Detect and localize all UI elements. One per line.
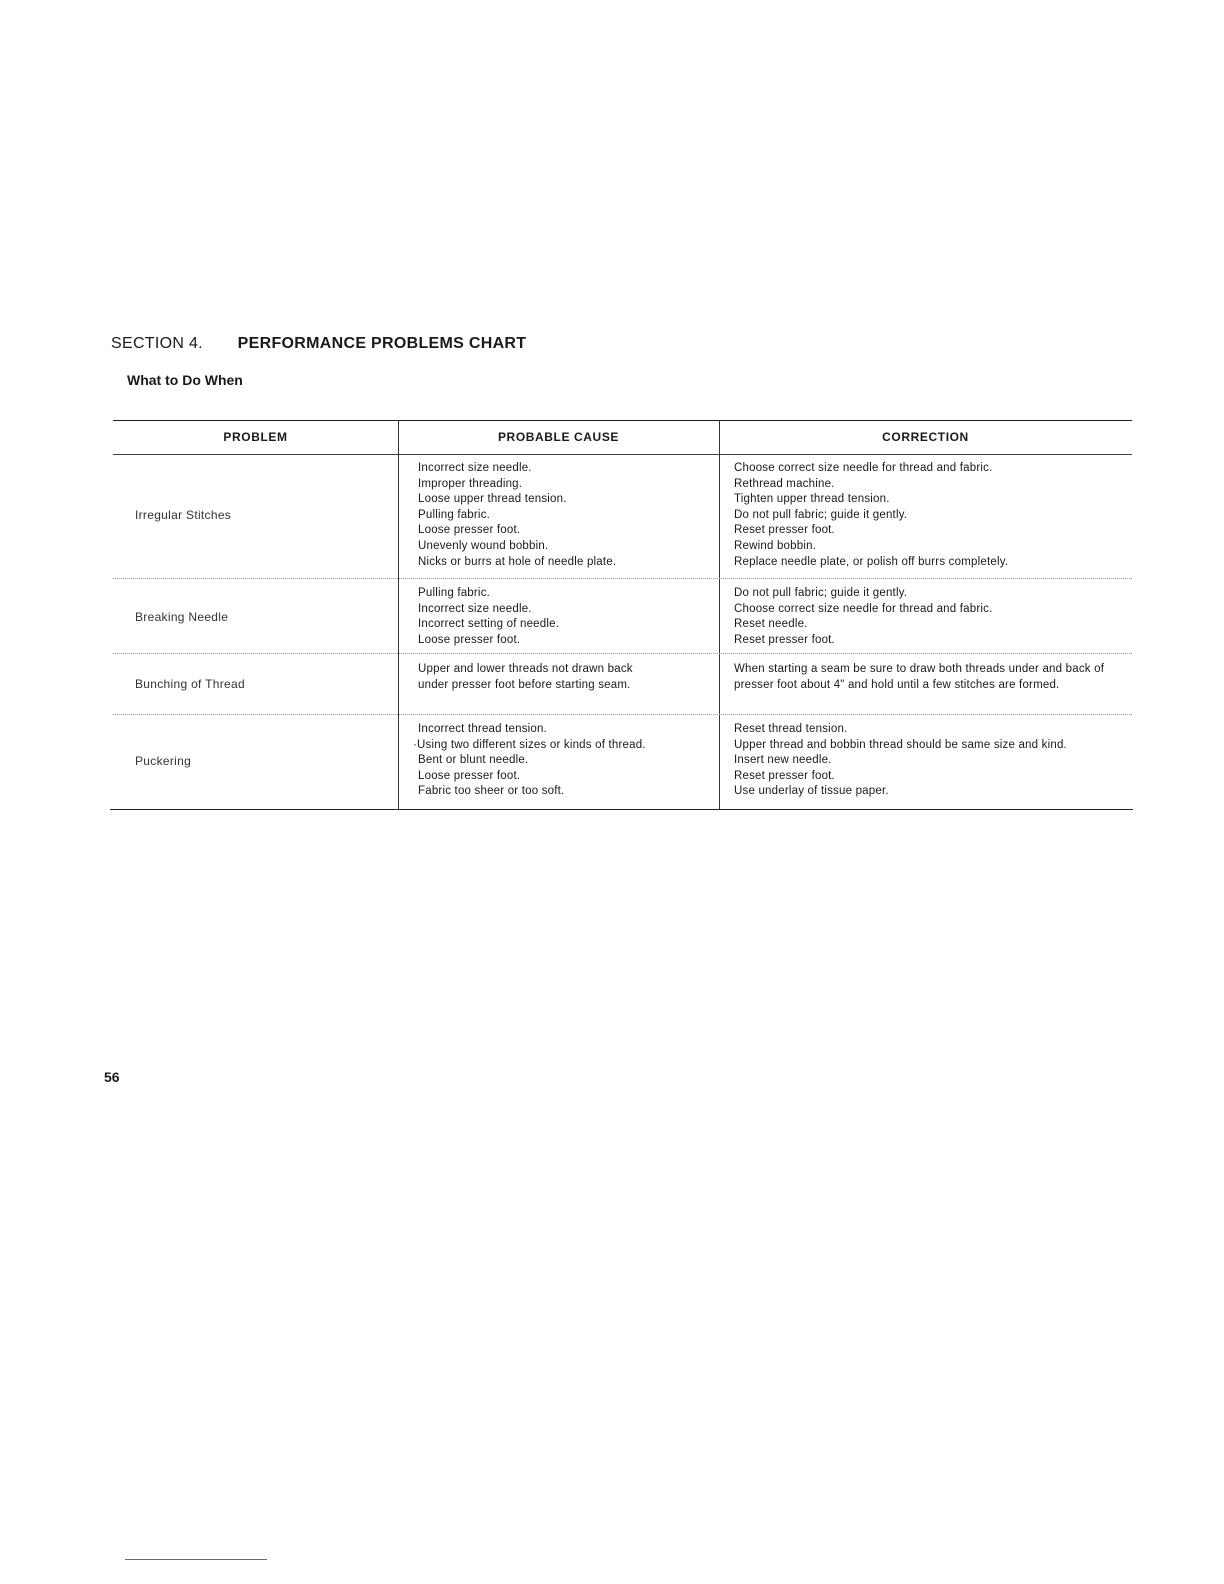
correction-item: Rewind bobbin. — [734, 539, 817, 552]
column-divider — [719, 420, 720, 810]
problem-label: Puckering — [135, 754, 192, 768]
section-number: SECTION 4. — [111, 335, 203, 352]
cause-item: Nicks or burrs at hole of needle plate. — [418, 555, 617, 568]
row-separator — [113, 578, 1132, 579]
column-divider — [398, 420, 399, 810]
problem-label: Bunching of Thread — [135, 677, 245, 691]
cause-item: Loose presser foot. — [418, 633, 521, 646]
cause-item: Pulling fabric. — [418, 587, 491, 599]
cause-item: Incorrect size needle. — [418, 462, 532, 474]
cause-item: Unevenly wound bobbin. — [418, 539, 549, 552]
cause-item: Loose presser foot. — [418, 524, 521, 537]
subtitle: What to Do When — [127, 372, 243, 388]
problem-label: Breaking Needle — [135, 610, 229, 624]
cause-item: Loose upper thread tension. — [418, 493, 567, 506]
correction-item: Choose correct size needle for thread and fabric. — [734, 602, 993, 615]
cause-item — [413, 738, 646, 754]
row-separator — [113, 714, 1132, 715]
header-rule — [113, 454, 1132, 455]
cause-item: Bent or blunt needle. — [418, 754, 529, 767]
table-top-rule — [113, 420, 1132, 421]
cause-item: under presser foot before starting seam. — [418, 678, 631, 691]
correction-item: Use underlay of tissue paper. — [734, 785, 889, 798]
bullet-mark: · — [413, 738, 418, 751]
correction-item: Reset presser foot. — [734, 633, 835, 646]
correction-item: Upper thread and bobbin thread should be same size and kind. — [734, 738, 1067, 751]
cause-list — [418, 461, 616, 570]
correction-list — [734, 722, 1067, 800]
correction-list — [734, 662, 1124, 693]
cause-item: Incorrect setting of needle. — [418, 618, 560, 631]
correction-item: Tighten upper thread tension. — [734, 493, 890, 506]
header-correction: CORRECTION — [882, 430, 969, 444]
correction-item: Rethread machine. — [734, 477, 835, 490]
correction-item: Reset needle. — [734, 618, 808, 631]
correction-item: Reset presser foot. — [734, 524, 835, 537]
cause-list — [413, 722, 646, 800]
correction-list — [734, 461, 1008, 570]
cause-list — [418, 586, 559, 648]
correction-item: Do not pull fabric; guide it gently. — [734, 508, 908, 521]
cause-text: Using two different sizes or kinds of thread. — [417, 738, 646, 751]
problem-label: Irregular Stitches — [135, 508, 232, 522]
correction-item: Reset thread tension. — [734, 723, 848, 735]
row-separator — [113, 653, 1132, 654]
correction-item: Do not pull fabric; guide it gently. — [734, 587, 908, 599]
section-heading — [111, 335, 526, 353]
cause-list — [418, 662, 633, 693]
cause-item: Pulling fabric. — [418, 508, 491, 521]
cause-item: Fabric too sheer or too soft. — [418, 785, 565, 798]
header-probable-cause: PROBABLE CAUSE — [497, 430, 620, 444]
header-problem: PROBLEM — [223, 430, 288, 444]
cause-item: Upper and lower threads not drawn back — [418, 663, 633, 675]
correction-item: Insert new needle. — [734, 754, 832, 767]
cause-item: Loose presser foot. — [418, 769, 521, 782]
correction-item: Reset presser foot. — [734, 769, 835, 782]
correction-item: Choose correct size needle for thread and fabric. — [734, 462, 993, 474]
cause-item: Improper threading. — [418, 477, 523, 490]
cause-item: Incorrect thread tension. — [418, 723, 548, 735]
correction-list — [734, 586, 992, 648]
table-bottom-rule — [110, 809, 1133, 810]
cause-item: Incorrect size needle. — [418, 602, 532, 615]
section-name: PERFORMANCE PROBLEMS CHART — [237, 335, 527, 352]
page-number: 56 — [104, 1069, 120, 1085]
correction-item: When starting a seam be sure to draw both threads under and back of presser foot about 4" and hold until a few stitches are formed. — [734, 663, 1105, 691]
correction-item: Replace needle plate, or polish off burrs completely. — [734, 555, 1009, 568]
footer-rule — [125, 1559, 267, 1560]
